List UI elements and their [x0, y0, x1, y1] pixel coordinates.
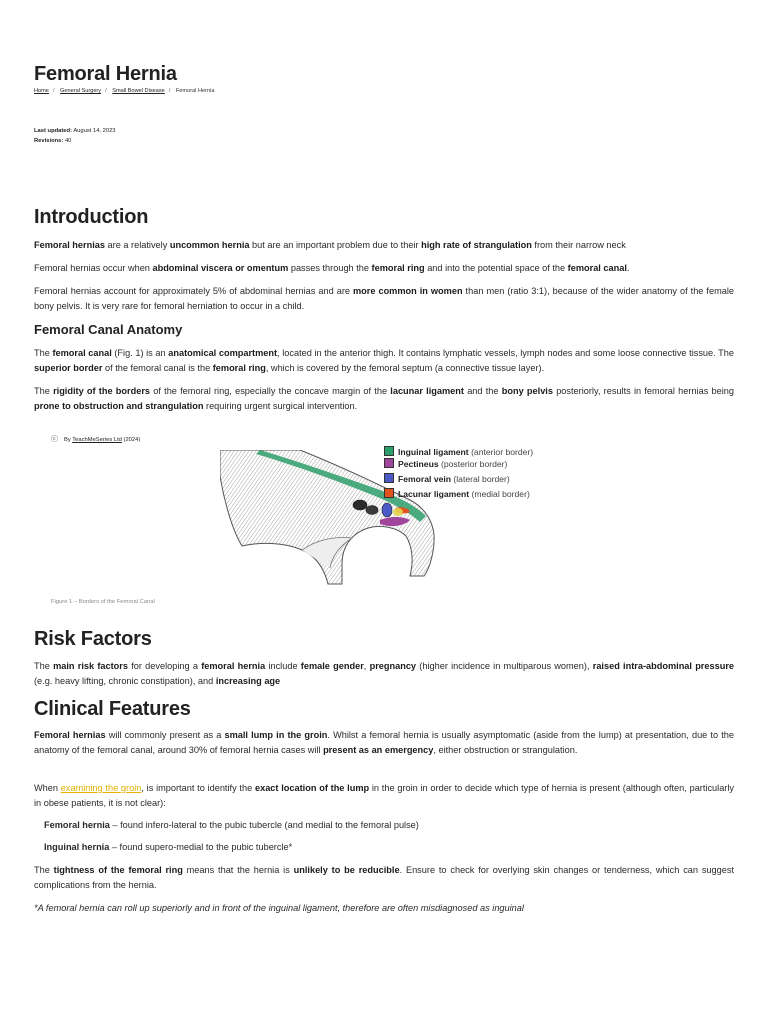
figure-credit-link[interactable]: TeachMeSeries Ltd — [72, 437, 122, 443]
breadcrumb-general-surgery[interactable]: General Surgery — [60, 88, 102, 94]
intro-paragraph-3: Femoral hernias account for approximately 5% of abdominal hernias and are more common in women than men (ratio 3:1), because of the wider anatomy of the female bony pelvis. It is very rare for femoral herniation to occur in a child. — [34, 286, 734, 311]
clinical-paragraph-3: The tightness of the femoral ring means that the hernia is unlikely to be reducible. Ensure to check for overlying skin changes or tenderness, which can suggest complications from the hernia. — [34, 865, 735, 890]
anatomy-paragraph-2: The rigidity of the borders of the femoral ring, especially the concave margin of the lacunar ligament and the bony pelvis posteriorly, results in femoral hernias being prone to obstruction and strangulation requiring urgent surgical intervention. — [34, 386, 735, 411]
anatomy-paragraph-1: The femoral canal (Fig. 1) is an anatomical compartment, located in the anterior thigh. It contains lymphatic vessels, lymph nodes and some loose connective tissue. The superior border of the femoral canal is the femoral ring, which is covered by the femoral septum (a connective tissue layer). — [34, 348, 734, 373]
last-updated: Last updated: August 14, 2023 — [34, 128, 116, 134]
legend-item: Pectineus (posterior border) — [384, 458, 507, 469]
figure-caption: Figure 1 – Borders of the Femoral Canal — [51, 599, 155, 605]
legend-swatch — [384, 473, 394, 483]
breadcrumb-current: Femoral Hernia — [175, 88, 215, 94]
list-item-inguinal-hernia: Inguinal hernia – found supero-medial to the pubic tubercle* — [44, 842, 293, 852]
femoral-canal-figure — [220, 450, 550, 586]
risk-paragraph-1: The main risk factors for developing a femoral hernia include female gender, pregnancy (higher incidence in multiparous women), raised intra-abdominal pressure (e.g. heavy lifting, chronic constipation), and increasing age — [34, 661, 735, 686]
clinical-paragraph-2: When examining the groin, is important to identify the exact location of the lump in the groin in order to decide which type of hernia is present (although often, particularly in obese patients, it is not clear): — [34, 783, 735, 808]
heading-risk-factors: Risk Factors — [34, 628, 152, 650]
intro-paragraph-2: Femoral hernias occur when abdominal viscera or omentum passes through the femoral ring and into the potential space of the femoral canal. — [34, 263, 630, 273]
legend-item: Inguinal ligament (anterior border) — [384, 446, 533, 457]
legend-item: Lacunar ligament (medial border) — [384, 488, 530, 499]
legend-item: Femoral vein (lateral border) — [384, 473, 510, 484]
breadcrumb-small-bowel-disease[interactable]: Small Bowel Disease — [112, 88, 165, 94]
inline-link[interactable]: examining the groin — [60, 783, 142, 793]
legend-swatch — [384, 446, 394, 456]
heading-clinical-features: Clinical Features — [34, 698, 191, 720]
breadcrumb-home[interactable]: Home — [34, 88, 49, 94]
intro-paragraph-1: Femoral hernias are a relatively uncommon hernia but are an important problem due to their high rate of strangulation from their narrow neck — [34, 240, 626, 250]
clinical-paragraph-1: Femoral hernias will commonly present as a small lump in the groin. Whilst a femoral hernia is usually asymptomatic (aside from the lump) at presentation, due to the anatomy of the femoral canal, around 30% of femoral hernia cases will present as an emergency, either obstruction or strangulation. — [34, 730, 734, 755]
legend-swatch — [384, 488, 394, 498]
heading-introduction: Introduction — [34, 206, 149, 228]
page-title: Femoral Hernia — [34, 63, 177, 85]
list-item-femoral-hernia: Femoral hernia – found infero-lateral to the pubic tubercle (and medial to the femoral pulse) — [44, 820, 419, 830]
copyright-icon: ⓒ — [51, 436, 58, 443]
legend-swatch — [384, 458, 394, 468]
figure-credit: ⓒ By TeachMeSeries Ltd (2024) — [51, 436, 141, 443]
heading-femoral-canal-anatomy: Femoral Canal Anatomy — [34, 322, 183, 337]
clinical-note: *A femoral hernia can roll up superiorly and in front of the inguinal ligament, therefore are often misdiagnosed as inguinal — [34, 903, 524, 913]
breadcrumb: Home / General Surgery / Small Bowel Disease / Femoral Hernia — [34, 88, 215, 94]
revisions: Revisions: 40 — [34, 138, 72, 144]
